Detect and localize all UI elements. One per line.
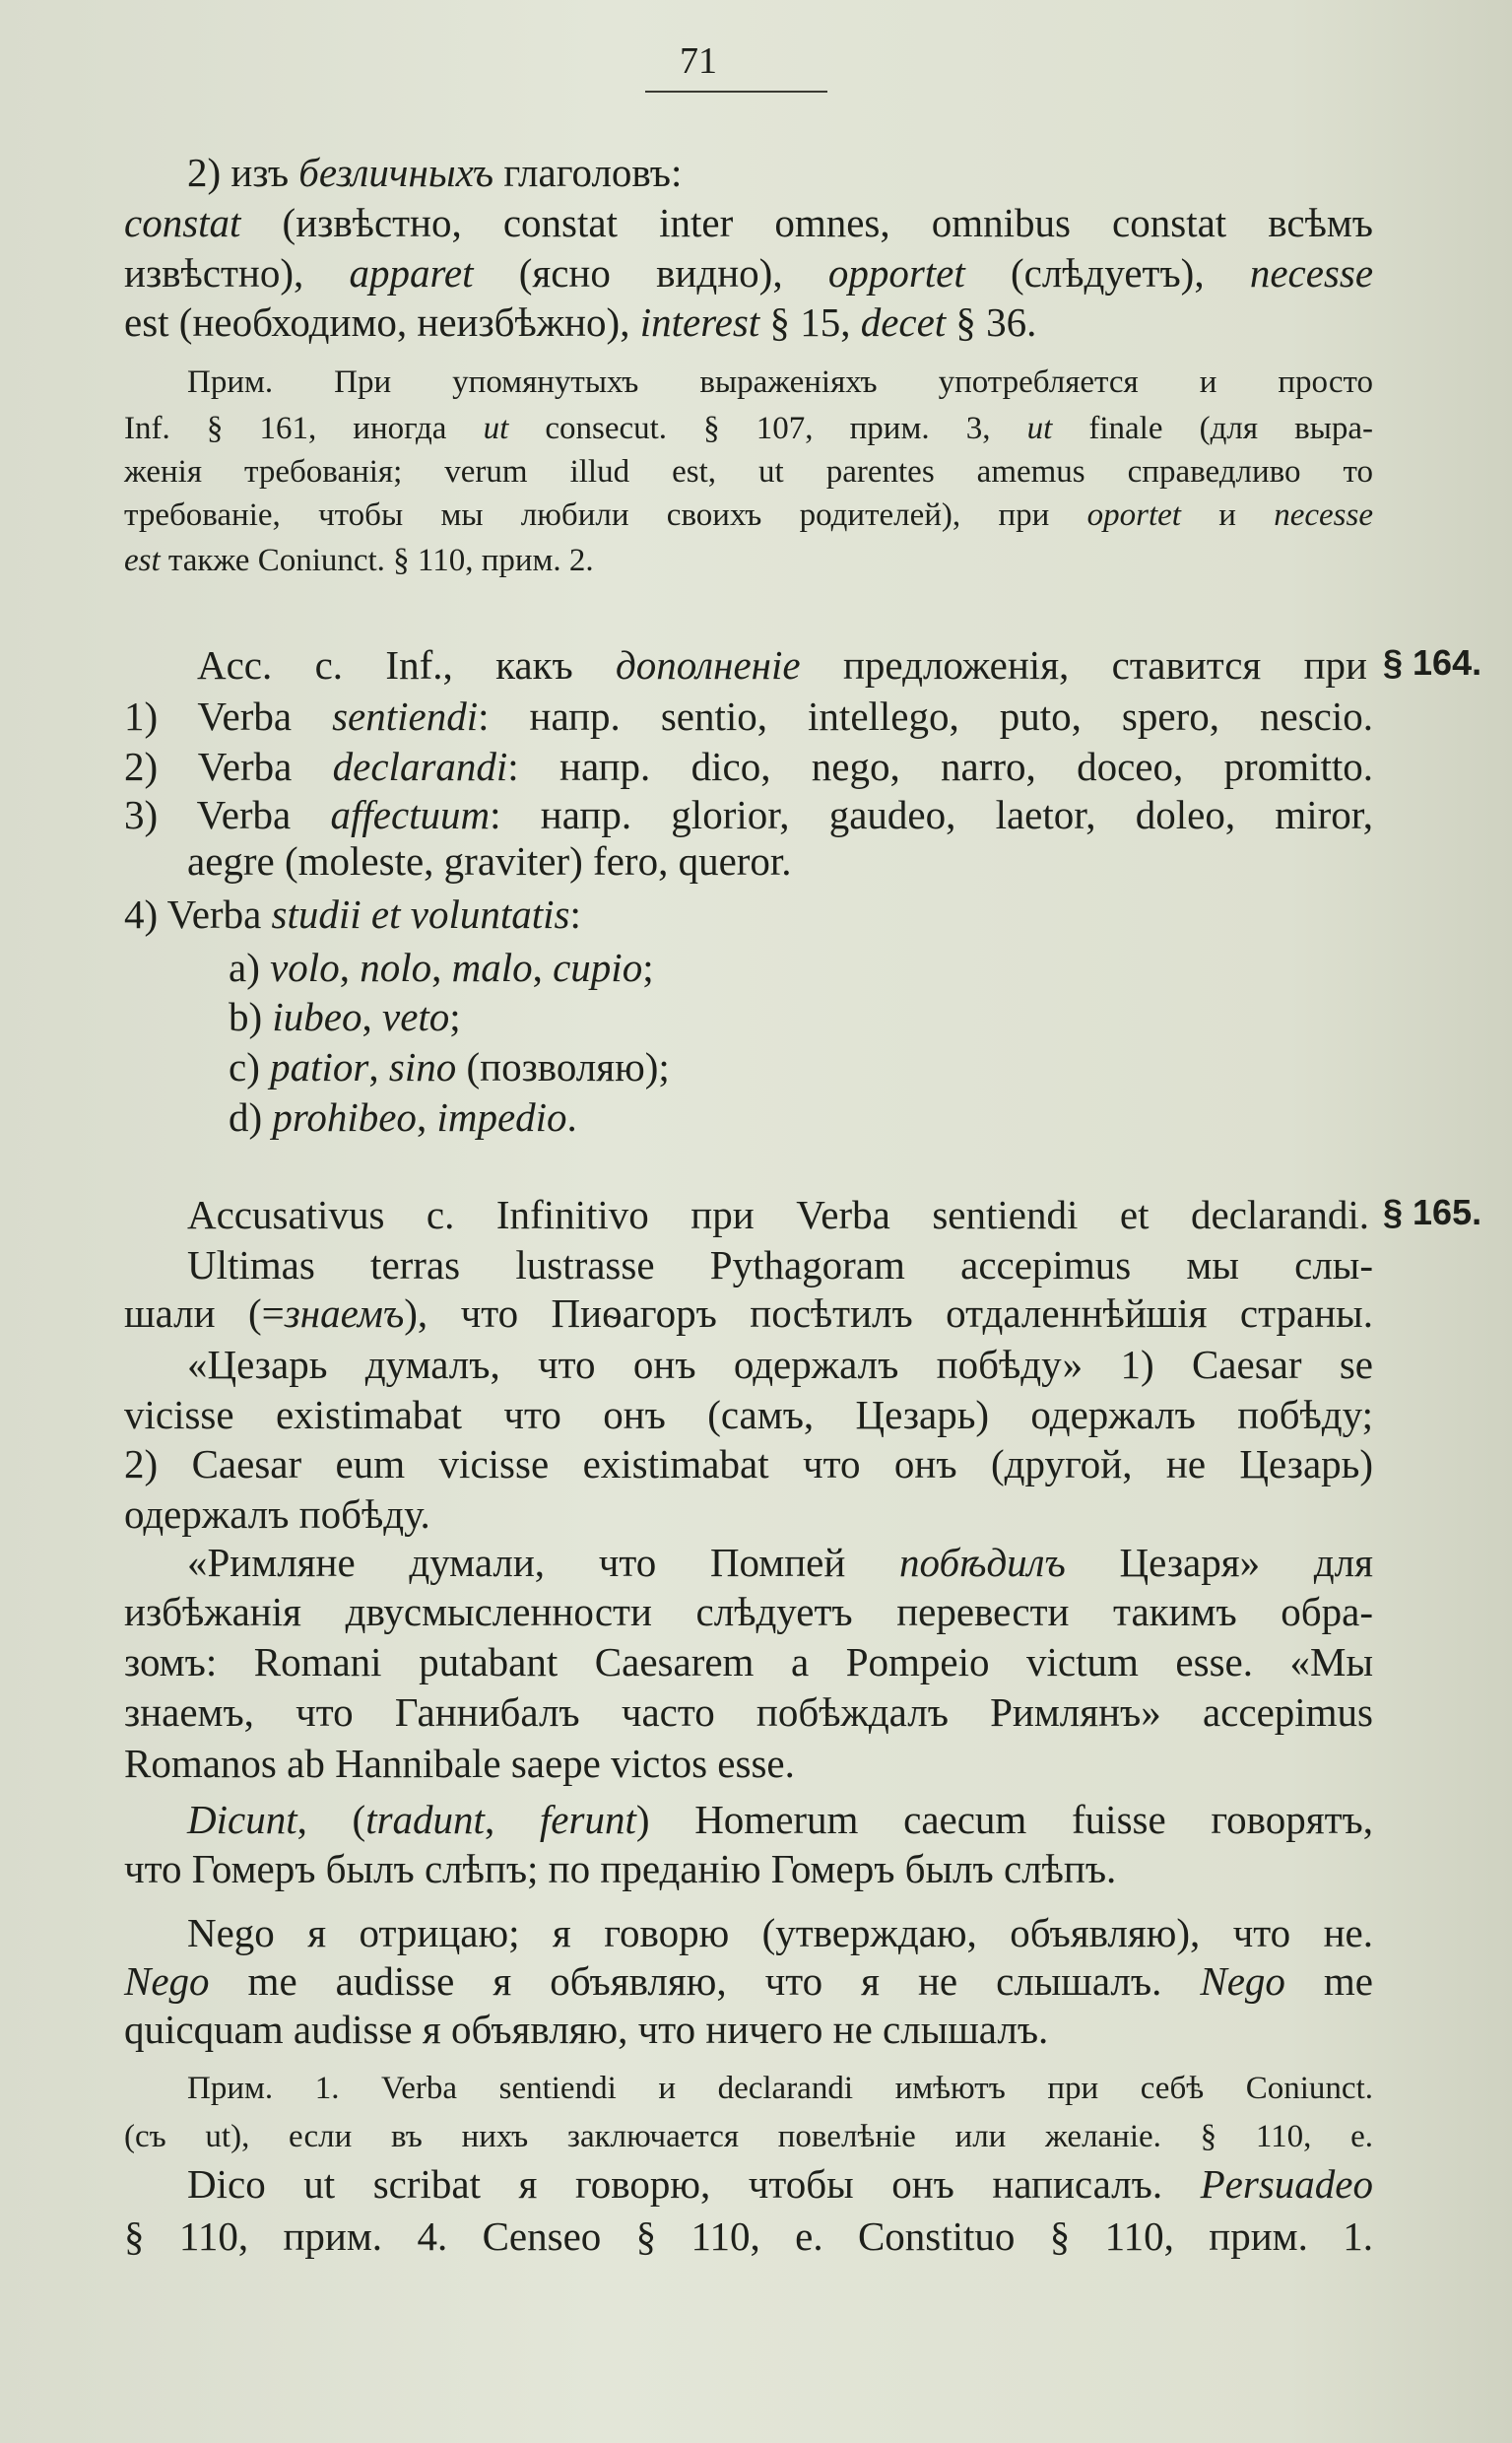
text-line [187,1340,1373,1389]
text-segment: 2) Verba [124,744,333,789]
text-line [124,1956,1373,2006]
text-segment: одержалъ побѣду. [124,1491,430,1537]
text-segment: . [566,1094,577,1140]
text-line [187,1190,1369,1239]
text-segment: знаемъ, что Ганнибалъ часто побѣждалъ Римлянъ» accepimus [124,1689,1373,1735]
text-segment: Acc. c. Inf., какъ [197,642,617,688]
list-item [124,890,1373,939]
text-segment: ) Homerum caecum fuisse говорятъ, [635,1797,1373,1842]
italic-text: malo [451,945,533,990]
text-line [124,1489,1373,1539]
text-segment: b) [229,994,273,1039]
text-line [187,2159,1373,2209]
text-segment: : напр. dico, nego, narro, doceo, promitto. [507,744,1373,789]
italic-text: necesse [1274,497,1373,533]
italic-text: знаемъ [284,1290,405,1336]
text-segment: finale (для выра- [1052,411,1373,446]
italic-text: tradunt [365,1797,485,1842]
italic-text: ferunt [539,1797,636,1842]
italic-text: est [124,543,161,578]
note-line [124,407,1373,450]
text-segment: Прим. 1. Verba sentiendi и declarandi имѣютъ при себѣ Coniunct. [187,2071,1373,2106]
text-segment: 2) Caesar eum vicisse existimabat что онъ (другой, не Цезарь) [124,1441,1373,1486]
text-segment: (съ ut), если въ нихъ заключается повелѣніе или желаніе. § 110, e. [124,2119,1373,2154]
text-segment: , [532,945,554,990]
italic-text: constat [124,200,241,245]
text-line [124,1739,1373,1788]
text-segment: consecut. § 107, прим. 3, [508,411,1027,446]
text-segment: Цезаря» для [1065,1540,1373,1585]
text-segment: «Римляне думали, что Помпей [187,1540,900,1585]
text-line [187,1240,1373,1289]
text-segment: извѣстно), [124,250,350,296]
list-item [229,1042,670,1091]
text-segment: , [362,994,382,1039]
text-segment: зомъ: Romani putabant Caesarem a Pompeio victum esse. «Мы [124,1639,1373,1684]
text-line [124,297,1373,347]
text-segment: , ( [296,1797,366,1842]
text-segment: vicisse existimabat что онъ (самъ, Цезарь) одержалъ побѣду; [124,1392,1373,1437]
note-line [124,2115,1373,2158]
italic-text: nolo [360,945,432,990]
text-line [124,1288,1373,1338]
text-line [124,2005,1373,2054]
section-marker-165: § 165. [1383,1192,1482,1232]
text-line [124,1637,1373,1686]
text-segment: Nego я отрицаю; я говорю (утверждаю, объявляю), что не. [187,1910,1373,1955]
italic-text: volo [270,945,340,990]
text-segment: aegre (moleste, graviter) fero, queror. [187,838,792,884]
text-segment: est (необходимо, неизбѣжно), [124,299,640,345]
text-segment: Ultimas terras lustrasse Pythagoram accepimus мы слы- [187,1242,1373,1288]
italic-text: безличныхъ [298,150,494,195]
text-line [124,1687,1373,1737]
text-segment: (позволяю); [456,1044,670,1089]
text-segment: (извѣстно, constat inter omnes, omnibus constat всѣмъ [240,200,1373,245]
text-segment: , [416,1094,437,1140]
italic-text: Persuadeo [1200,2161,1373,2207]
text-segment: Dico ut scribat я говорю, чтобы онъ написалъ. [187,2161,1201,2207]
text-segment: и [1180,497,1275,533]
italic-text: affectuum [330,792,491,837]
text-line [187,1538,1373,1587]
text-segment: глаголовъ: [493,150,683,195]
text-segment: § 36. [946,299,1037,345]
italic-text: Nego [124,1958,210,2004]
header-rule [645,91,827,93]
text-segment: § 15, [759,299,861,345]
text-segment: , [431,945,452,990]
section-marker-164: § 164. [1383,642,1482,683]
text-segment: a) [229,945,271,990]
italic-text: prohibeo [272,1094,417,1140]
text-segment: (слѣдуетъ), [964,250,1250,296]
text-segment: ; [449,994,461,1039]
italic-text: cupio [553,945,643,990]
note-line [187,2067,1373,2110]
text-line [124,248,1373,297]
text-segment: избѣжанія двусмысленности слѣдуетъ перевести такимъ обра- [124,1589,1373,1634]
text-segment: шали (= [124,1290,285,1336]
text-segment: ), что Пиѳагоръ посѣтилъ отдаленнѣйшія страны. [404,1290,1373,1336]
text-line [124,198,1373,247]
italic-text: studii et voluntatis [271,891,570,937]
list-item [124,692,1373,741]
list-item [124,790,1373,839]
text-segment: женія требованія; verum illud est, ut parentes amemus справедливо то [124,454,1373,490]
text-segment: , [484,1797,540,1842]
text-segment: Accusativus c. Infinitivo при Verba sentiendi et declarandi. [187,1192,1369,1237]
italic-text: patior [270,1044,369,1089]
italic-text: Nego [1200,1958,1285,2004]
note-line [187,361,1373,404]
page-number: 71 [680,40,717,82]
text-segment: me [1284,1958,1373,2004]
italic-text: impedio [436,1094,567,1140]
list-item [229,1092,577,1142]
text-segment: : [569,891,581,937]
text-segment: ; [642,945,654,990]
italic-text: necesse [1249,250,1374,296]
italic-text: sino [388,1044,457,1089]
italic-text: sentiendi [332,693,479,739]
text-segment: Прим. При упомянутыхъ выраженіяхъ употребляется и просто [187,364,1373,400]
italic-text: ut [483,411,509,446]
text-segment: , [339,945,361,990]
italic-text: дополненіе [616,642,801,688]
text-segment: предложенія, ставится при [800,642,1367,688]
text-line [124,1844,1373,1893]
italic-text: opportet [827,250,965,296]
italic-text: declarandi [332,744,508,789]
text-segment: Romanos ab Hannibale saepe victos esse. [124,1741,795,1786]
text-line [187,1908,1373,1957]
text-segment: , [368,1044,389,1089]
text-line [124,2212,1373,2261]
text-segment: Inf. § 161, иногда [124,411,484,446]
text-segment: что Гомеръ былъ слѣпъ; по преданію Гомеръ былъ слѣпъ. [124,1846,1117,1891]
italic-text: decet [860,299,947,345]
text-line [124,1439,1373,1488]
text-line [187,1795,1373,1844]
italic-text: oportet [1086,497,1181,533]
text-segment: quicquam audisse я объявляю, что ничего не слышалъ. [124,2007,1049,2052]
italic-text: apparet [349,250,474,296]
list-item [229,943,654,992]
text-segment: «Цезарь думалъ, что онъ одержалъ побѣду» 1) Caesar se [187,1342,1373,1387]
text-segment: me audisse я объявляю, что я не слышалъ. [209,1958,1201,2004]
italic-text: veto [382,994,450,1039]
text-segment: d) [229,1094,273,1140]
text-segment: 4) Verba [124,891,272,937]
text-segment: (ясно видно), [473,250,828,296]
italic-text: iubeo [272,994,362,1039]
text-line [124,1390,1373,1439]
text-segment: : напр. sentio, intellego, puto, spero, nescio. [478,693,1373,739]
note-line [124,450,1373,494]
italic-text: interest [639,299,760,345]
note-line [124,539,1373,582]
note-line [124,494,1373,537]
list-item [229,992,461,1041]
text-segment: 2) изъ [187,150,299,195]
italic-text: побѣдилъ [899,1540,1066,1585]
text-segment: § 110, прим. 4. Censeo § 110, e. Constituo § 110, прим. 1. [124,2213,1373,2259]
text-segment: 1) Verba [124,693,333,739]
italic-text: Dicunt [187,1797,297,1842]
text-segment: требованіе, чтобы мы любили своихъ родителей), при [124,497,1087,533]
text-line [197,640,1367,690]
text-line [124,1587,1373,1636]
italic-text: ut [1026,411,1053,446]
text-line [187,148,1373,197]
text-segment: c) [229,1044,271,1089]
text-segment: также Coniunct. § 110, прим. 2. [160,543,594,578]
list-item [124,742,1373,791]
text-segment: : напр. glorior, gaudeo, laetor, doleo, miror, [490,792,1374,837]
list-item [187,836,792,886]
text-segment: 3) Verba [124,792,331,837]
